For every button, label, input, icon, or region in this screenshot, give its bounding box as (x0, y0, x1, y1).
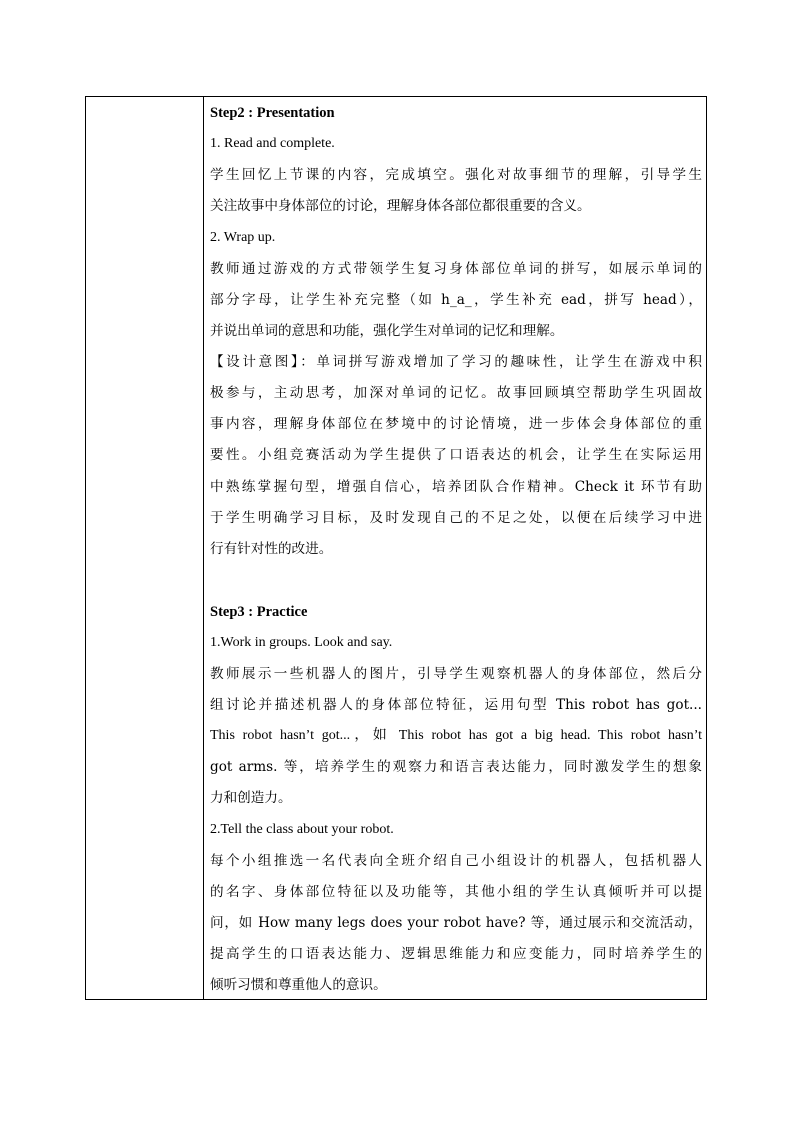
step3-item1-desc-line: This robot hasn’t got...，如 This robot has got a big head. This robot hasn’t (210, 728, 702, 743)
step2-item2-desc-line: 部分字母，让学生补充完整（如 h_a_，学生补充 ead，拼写 head）， (210, 292, 702, 308)
step3-item1-desc-line: 组讨论并描述机器人的身体部位特征，运用句型 This robot has got... (210, 697, 702, 713)
step3-item2-desc-line: 提高学生的口语表达能力、逻辑思维能力和应变能力，同时培养学生的 (210, 946, 702, 962)
step3-item2-desc-line: 问，如 How many legs does your robot have? 等，通过展示和交流活动， (210, 915, 702, 931)
design-intent-line: 于学生明确学习目标，及时发现自己的不足之处，以便在后续学习中进 (210, 510, 702, 526)
step2-title: Step2 : Presentation (210, 105, 335, 121)
step3-item2-desc-line: 的名字、身体部位特征以及功能等，其他小组的学生认真倾听并可以提 (210, 884, 702, 900)
design-intent-line: 要性。小组竞赛活动为学生提供了口语表达的机会，让学生在实际运用 (210, 447, 702, 463)
step2-item1-desc-line: 关注故事中身体部位的讨论，理解身体各部位都很重要的含义。 (210, 198, 591, 214)
step3-item2-desc-line: 倾听习惯和尊重他人的意识。 (210, 977, 387, 993)
step2-item2-desc-line: 教师通过游戏的方式带领学生复习身体部位单词的拼写，如展示单词的 (210, 261, 702, 277)
design-intent-line: 行有针对性的改进。 (210, 541, 333, 557)
step3-title: Step3 : Practice (210, 604, 308, 620)
design-intent-line: 中熟练掌握句型，增强自信心，培养团队合作精神。Check it 环节有助 (210, 479, 702, 495)
step2-item1-desc-line: 学生回忆上节课的内容，完成填空。强化对故事细节的理解，引导学生 (210, 167, 702, 183)
step3-item1-desc-line: 力和创造力。 (210, 790, 292, 806)
column-divider (203, 97, 204, 999)
design-intent-line: 事内容，理解身体部位在梦境中的讨论情境，进一步体会身体部位的重 (210, 416, 702, 432)
lesson-table (85, 96, 707, 1000)
design-intent-line: 极参与，主动思考，加深对单词的记忆。故事回顾填空帮助学生巩固故 (210, 385, 702, 401)
design-intent-line: 【设计意图】：单词拼写游戏增加了学习的趣味性，让学生在游戏中积 (210, 354, 702, 370)
step3-item2-title: 2.Tell the class about your robot. (210, 822, 394, 837)
step2-item2-title: 2. Wrap up. (210, 230, 276, 245)
step3-item2-desc-line: 每个小组推选一名代表向全班介绍自己小组设计的机器人，包括机器人 (210, 853, 702, 869)
step3-item1-desc-line: 教师展示一些机器人的图片，引导学生观察机器人的身体部位，然后分 (210, 666, 702, 682)
step3-item1-desc-line: got arms. 等，培养学生的观察力和语言表达能力，同时激发学生的想象 (210, 759, 702, 775)
step2-item1-title: 1. Read and complete. (210, 136, 335, 151)
left-column-cell (86, 97, 203, 999)
step3-item1-title: 1.Work in groups. Look and say. (210, 635, 393, 650)
step2-item2-desc-line: 并说出单词的意思和功能，强化学生对单词的记忆和理解。 (210, 323, 564, 339)
